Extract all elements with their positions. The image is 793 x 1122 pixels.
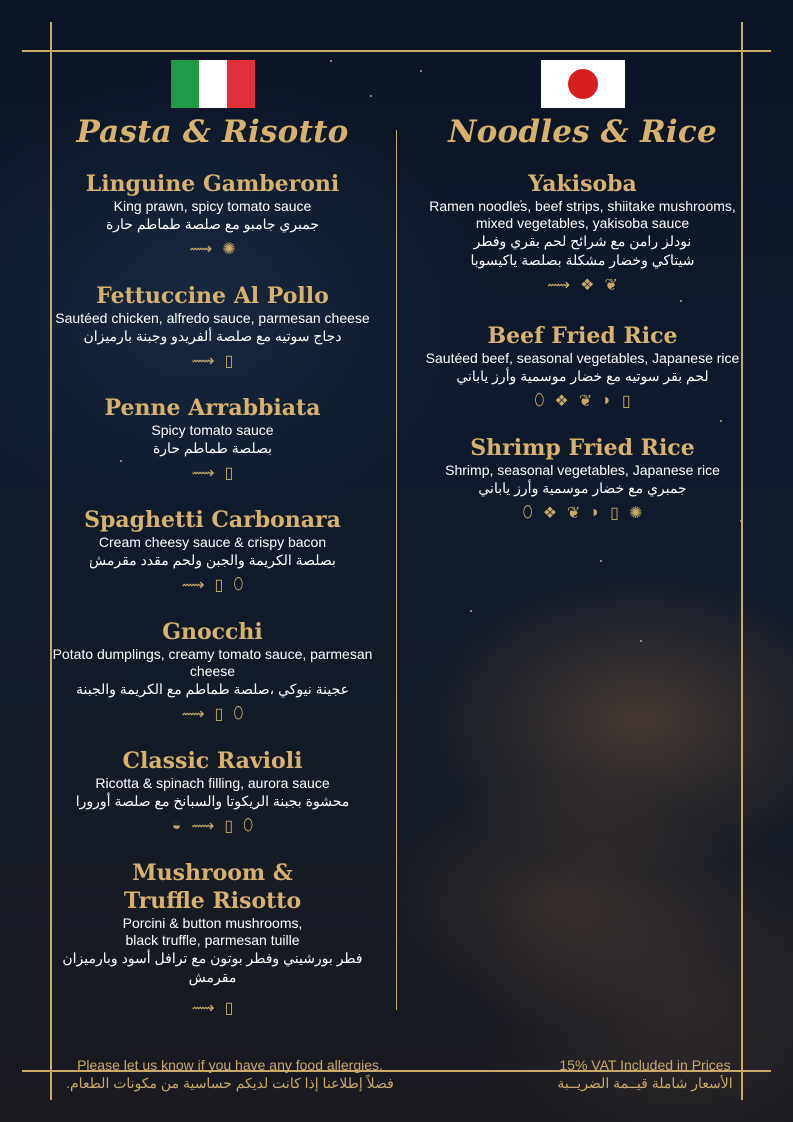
- noodles-column: [420, 60, 745, 546]
- item-title: Spaghetti Carbonara: [84, 507, 341, 533]
- egg-icon: ⬯: [233, 705, 244, 722]
- item-title: Yakisoba: [528, 171, 637, 197]
- wheat-icon: ⟿: [547, 277, 571, 294]
- allergen-icons: [40, 815, 385, 837]
- item-arabic: بصلصة الكريمة والجبن ولحم مقدد مقرمش: [89, 552, 336, 568]
- milk-carton-icon: ▯: [224, 353, 234, 370]
- item-description: Sautéed beef, seasonal vegetables, Japanese rice: [425, 350, 740, 366]
- milk-carton-icon: ▯: [224, 818, 234, 835]
- wheat-icon: ⟿: [191, 1000, 215, 1017]
- menu-item: [40, 506, 385, 596]
- allergen-icons: [40, 574, 385, 596]
- item-description: Ricotta & spinach filling, aurora sauce: [95, 775, 330, 791]
- allergen-icons: [40, 350, 385, 372]
- column-divider: [396, 130, 397, 1010]
- item-title: Penne Arrabbiata: [104, 395, 321, 421]
- menu-item: [420, 170, 745, 296]
- crab-icon: ✺: [222, 241, 236, 258]
- soy-icon: ❖: [542, 505, 558, 522]
- item-title: Shrimp Fried Rice: [470, 435, 695, 461]
- allergen-icons: [420, 502, 745, 524]
- menu-item: [40, 394, 385, 484]
- crab-icon: ✺: [628, 505, 643, 522]
- italy-flag-icon: [171, 60, 255, 108]
- milk-carton-icon: ▯: [214, 706, 224, 723]
- allergy-notice: [62, 1056, 398, 1092]
- item-arabic: عجينة نيوكي ،صلصة طماطم مع الكريمة والجبنة: [76, 681, 349, 697]
- item-title: Fettuccine Al Pollo: [96, 283, 329, 309]
- egg-icon: ⬯: [233, 576, 244, 593]
- menu-item: [40, 170, 385, 260]
- vat-arabic: الأسعار شاملة قيــمة الضريــبة: [557, 1075, 733, 1091]
- pasta-column: [40, 60, 385, 1041]
- egg-icon: ⬯: [534, 392, 545, 409]
- item-title: Mushroom & Truffle Risotto: [123, 860, 302, 914]
- item-description: King prawn, spicy tomato sauce: [113, 198, 312, 214]
- menu-item: [40, 747, 385, 837]
- item-arabic: فطر بورشيني وفطر بوتون مع ترافل أسود وبارميزان مقرمش: [62, 950, 363, 985]
- wheat-icon: ⟿: [181, 577, 205, 594]
- egg-icon: ⬯: [243, 817, 254, 834]
- wheat-icon: ⟿: [191, 465, 215, 482]
- vat-english: 15% VAT Included in Prices: [559, 1057, 731, 1073]
- peanut-icon: ❦: [578, 393, 593, 410]
- milk-carton-icon: ▯: [224, 1000, 234, 1017]
- mollusc-icon: ◒: [171, 817, 182, 834]
- item-arabic: لحم بقر سوتيه مع خضار موسمية وأرز ياباني: [456, 368, 709, 384]
- milk-carton-icon: ▯: [224, 465, 234, 482]
- item-title: Gnocchi: [162, 619, 263, 645]
- item-description: Ramen noodles, beef strips, shiitake mushrooms, mixed vegetables, yakisoba sauce: [429, 198, 736, 231]
- menu-item: [420, 434, 745, 524]
- item-arabic: نودلز رامن مع شرائح لحم بقري وفطر شيتاكي وخضار مشكلة بصلصة ياكيسوبا: [470, 233, 695, 268]
- wheat-icon: ⟿: [189, 241, 213, 258]
- egg-icon: ⬯: [522, 504, 533, 521]
- milk-carton-icon: ▯: [610, 505, 619, 522]
- japan-flag-icon: [541, 60, 625, 108]
- item-description: Sautéed chicken, alfredo sauce, parmesan cheese: [55, 310, 370, 326]
- item-description: Potato dumplings, creamy tomato sauce, parmesan cheese: [52, 646, 373, 679]
- fish-icon: ◗: [590, 504, 601, 521]
- vat-notice: [520, 1056, 770, 1092]
- item-arabic: جمبري مع خضار موسمية وأرز ياباني: [478, 480, 687, 496]
- allergen-icons: [40, 462, 385, 484]
- item-title: Classic Ravioli: [122, 748, 303, 774]
- allergen-icons: [40, 703, 385, 725]
- menu-item: [40, 859, 385, 1019]
- milk-carton-icon: ▯: [621, 393, 631, 410]
- allergen-icons: [40, 238, 385, 260]
- peanut-icon: ❦: [567, 505, 581, 522]
- item-description: Shrimp, seasonal vegetables, Japanese rice: [445, 462, 720, 478]
- item-description: Porcini & button mushrooms, black truffle, parmesan tuille: [122, 915, 303, 948]
- item-description: Cream cheesy sauce & crispy bacon: [98, 534, 327, 550]
- allergen-icons: [40, 997, 385, 1019]
- soy-icon: ❖: [580, 277, 595, 294]
- item-title: Beef Fried Rice: [487, 323, 678, 349]
- allergen-icons: [420, 274, 745, 296]
- item-description: Spicy tomato sauce: [151, 422, 274, 438]
- noodles-heading: Noodles & Rice: [448, 114, 717, 150]
- menu-item: [40, 618, 385, 725]
- pasta-heading: Pasta & Risotto: [76, 114, 349, 150]
- soy-icon: ❖: [554, 393, 569, 410]
- wheat-icon: ⟿: [191, 818, 215, 835]
- item-arabic: محشوة بجبنة الريكوتا والسبانخ مع صلصة أورورا: [75, 793, 350, 809]
- item-arabic: دجاج سوتيه مع صلصة ألفريدو وجبنة بارميزان: [83, 328, 342, 344]
- allergy-english: Please let us know if you have any food allergies.: [77, 1057, 383, 1073]
- item-title: Linguine Gamberoni: [85, 171, 340, 197]
- allergen-icons: [420, 390, 745, 412]
- peanut-icon: ❦: [604, 277, 618, 294]
- milk-carton-icon: ▯: [214, 577, 224, 594]
- item-arabic: بصلصة طماطم حارة: [152, 440, 273, 456]
- menu-item: [40, 282, 385, 372]
- fish-icon: ◗: [602, 392, 612, 409]
- item-arabic: جمبري جامبو مع صلصة طماطم حارة: [105, 216, 320, 232]
- wheat-icon: ⟿: [191, 353, 215, 370]
- menu-item: [420, 322, 745, 412]
- wheat-icon: ⟿: [181, 706, 205, 723]
- allergy-arabic: فضلاً إطلاعنا إذا كانت لديكم حساسية من مكونات الطعام.: [66, 1075, 394, 1091]
